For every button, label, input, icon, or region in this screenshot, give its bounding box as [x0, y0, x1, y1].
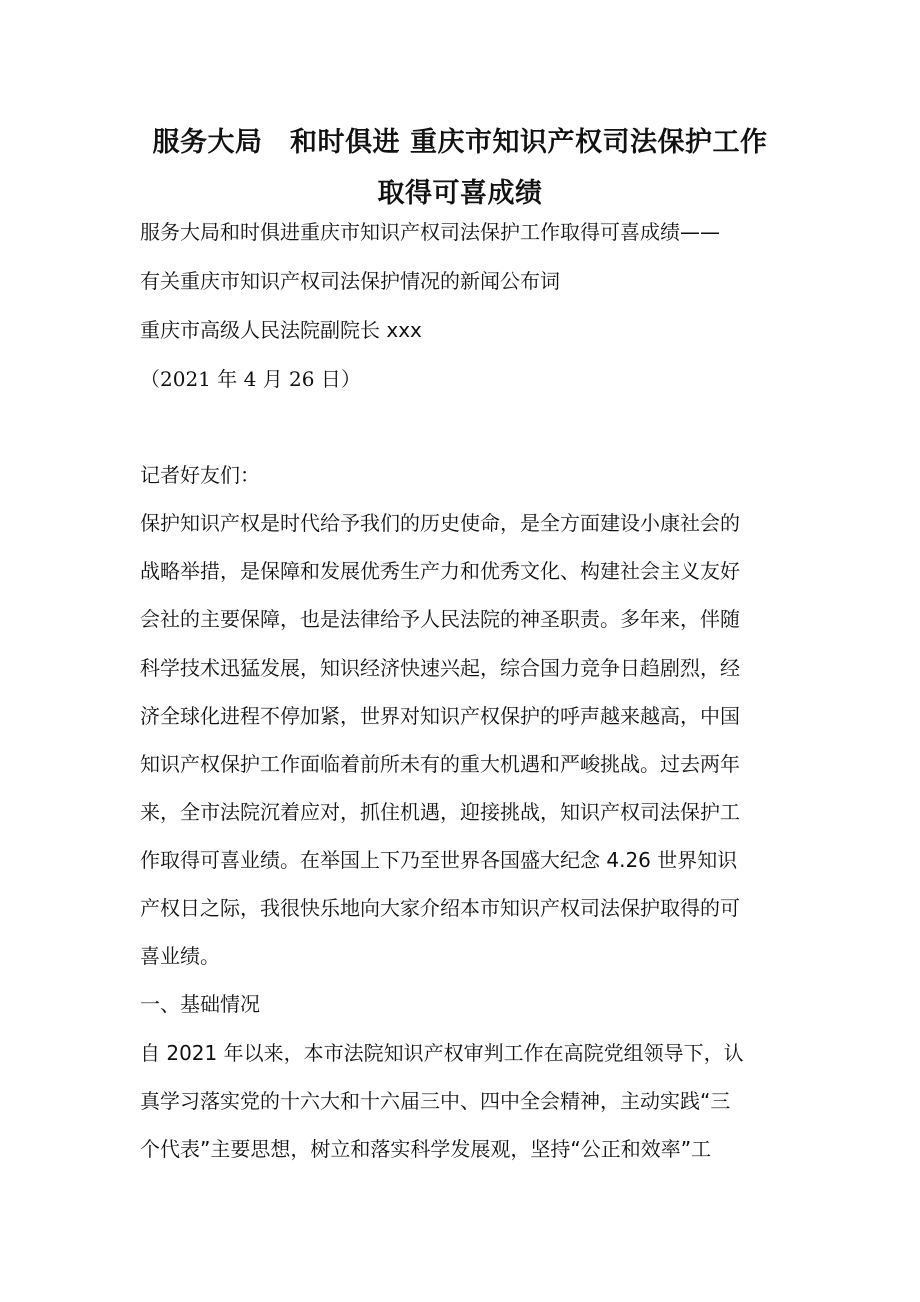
- paragraph-line: 产权日之际，我很快乐地向大家介绍本市知识产权司法保护取得的可: [140, 896, 740, 920]
- subtitle-line-1: 服务大局和时俱进重庆市知识产权司法保护工作取得可喜成绩——: [140, 220, 720, 244]
- title-line-2: 取得可喜成绩: [377, 178, 543, 209]
- section-heading: 一、基础情况: [140, 992, 260, 1016]
- subtitle-line-2: 有关重庆市知识产权司法保护情况的新闻公布词: [140, 269, 560, 293]
- paragraph-line: 知识产权保护工作面临着前所未有的重大机遇和严峻挑战。过去两年: [140, 752, 740, 776]
- paragraph-line: 作取得可喜业绩。在举国上下乃至世界各国盛大纪念 4.26 世界知识: [140, 848, 738, 872]
- paragraph-line: 来，全市法院沉着应对，抓住机遇，迎接挑战，知识产权司法保护工: [140, 800, 740, 824]
- date-line: （2021 年 4 月 26 日）: [140, 367, 361, 391]
- paragraph-line: 保护知识产权是时代给予我们的历史使命，是全方面建设小康社会的: [140, 511, 740, 535]
- greeting: 记者好友们：: [140, 463, 260, 487]
- paragraph-line: 济全球化进程不停加紧，世界对知识产权保护的呼声越来越高，中国: [140, 704, 740, 728]
- paragraph-line: 会社的主要保障，也是法律给予人民法院的神圣职责。多年来，伴随: [140, 607, 740, 631]
- author-line: 重庆市高级人民法院副院长 xxx: [140, 318, 422, 342]
- title-line-1: 服务大局 和时俱进 重庆市知识产权司法保护工作: [152, 127, 768, 158]
- paragraph-line: 科学技术迅猛发展，知识经济快速兴起，综合国力竞争日趋剧烈，经: [140, 656, 740, 680]
- paragraph-line: 个代表”主要思想，树立和落实科学发展观，坚持“公正和效率”工: [140, 1137, 712, 1161]
- paragraph-line: 战略举措，是保障和发展优秀生产力和优秀文化、构建社会主义友好: [140, 559, 740, 583]
- paragraph-line: 自 2021 年以来，本市法院知识产权审判工作在高院党组领导下，认: [140, 1041, 744, 1065]
- paragraph-line: 喜业绩。: [140, 944, 220, 968]
- paragraph-line: 真学习落实党的十六大和十六届三中、四中全会精神，主动实践“三: [140, 1089, 731, 1113]
